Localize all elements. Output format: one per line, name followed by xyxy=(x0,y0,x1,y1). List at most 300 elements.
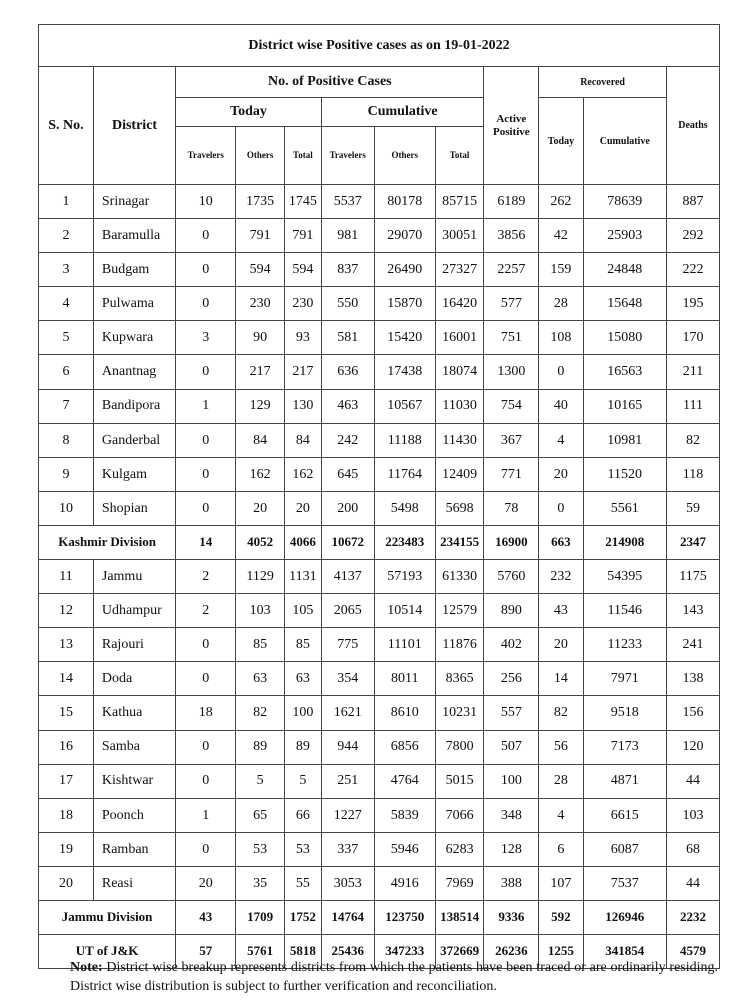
header-deaths: Deaths xyxy=(666,67,719,185)
value-cell: 85 xyxy=(236,628,285,662)
value-cell: 1131 xyxy=(284,560,321,594)
sno-cell: 8 xyxy=(39,423,94,457)
value-cell: 577 xyxy=(484,287,539,321)
value-cell: 100 xyxy=(284,696,321,730)
value-cell: 130 xyxy=(284,389,321,423)
summary-cell: 4052 xyxy=(236,525,285,559)
table-row xyxy=(39,696,720,730)
value-cell: 354 xyxy=(321,662,374,696)
table-row xyxy=(39,389,720,423)
value-cell: 507 xyxy=(484,730,539,764)
value-cell: 11233 xyxy=(583,628,666,662)
district-cell: Kupwara xyxy=(93,321,175,355)
value-cell: 1129 xyxy=(236,560,285,594)
value-cell: 17438 xyxy=(374,355,435,389)
value-cell: 12409 xyxy=(435,457,484,491)
table-row xyxy=(39,219,720,253)
value-cell: 217 xyxy=(236,355,285,389)
summary-cell: 372669 xyxy=(435,935,484,969)
summary-row xyxy=(39,900,720,934)
value-cell: 162 xyxy=(284,457,321,491)
value-cell: 2 xyxy=(176,560,236,594)
table-row xyxy=(39,457,720,491)
value-cell: 11101 xyxy=(374,628,435,662)
table-row xyxy=(39,185,720,219)
value-cell: 111 xyxy=(666,389,719,423)
value-cell: 0 xyxy=(176,423,236,457)
value-cell: 10514 xyxy=(374,594,435,628)
value-cell: 0 xyxy=(176,730,236,764)
summary-label: UT of J&K xyxy=(39,935,176,969)
value-cell: 463 xyxy=(321,389,374,423)
value-cell: 16420 xyxy=(435,287,484,321)
value-cell: 10981 xyxy=(583,423,666,457)
header-today-travelers: Travelers xyxy=(176,127,236,185)
value-cell: 10 xyxy=(176,185,236,219)
value-cell: 837 xyxy=(321,253,374,287)
sno-cell: 11 xyxy=(39,560,94,594)
table-row xyxy=(39,423,720,457)
value-cell: 348 xyxy=(484,798,539,832)
district-cell: Shopian xyxy=(93,491,175,525)
value-cell: 65 xyxy=(236,798,285,832)
table-row xyxy=(39,798,720,832)
district-cell: Kishtwar xyxy=(93,764,175,798)
value-cell: 143 xyxy=(666,594,719,628)
value-cell: 1227 xyxy=(321,798,374,832)
sno-cell: 3 xyxy=(39,253,94,287)
value-cell: 230 xyxy=(236,287,285,321)
value-cell: 5698 xyxy=(435,491,484,525)
summary-label: Kashmir Division xyxy=(39,525,176,559)
table-title: District wise Positive cases as on 19-01-2022 xyxy=(39,25,720,67)
value-cell: 0 xyxy=(176,628,236,662)
sno-cell: 12 xyxy=(39,594,94,628)
sno-cell: 4 xyxy=(39,287,94,321)
value-cell: 28 xyxy=(539,764,583,798)
district-cell: Anantnag xyxy=(93,355,175,389)
value-cell: 10165 xyxy=(583,389,666,423)
value-cell: 5 xyxy=(236,764,285,798)
value-cell: 156 xyxy=(666,696,719,730)
value-cell: 2 xyxy=(176,594,236,628)
value-cell: 1621 xyxy=(321,696,374,730)
value-cell: 42 xyxy=(539,219,583,253)
summary-cell: 1709 xyxy=(236,900,285,934)
value-cell: 0 xyxy=(176,832,236,866)
header-cum-travelers: Travelers xyxy=(321,127,374,185)
value-cell: 162 xyxy=(236,457,285,491)
value-cell: 4764 xyxy=(374,764,435,798)
table-row xyxy=(39,628,720,662)
value-cell: 337 xyxy=(321,832,374,866)
value-cell: 55 xyxy=(284,866,321,900)
value-cell: 129 xyxy=(236,389,285,423)
value-cell: 6087 xyxy=(583,832,666,866)
value-cell: 24848 xyxy=(583,253,666,287)
value-cell: 59 xyxy=(666,491,719,525)
table-row xyxy=(39,560,720,594)
summary-cell: 214908 xyxy=(583,525,666,559)
value-cell: 771 xyxy=(484,457,539,491)
value-cell: 66 xyxy=(284,798,321,832)
summary-cell: 2232 xyxy=(666,900,719,934)
value-cell: 89 xyxy=(284,730,321,764)
value-cell: 292 xyxy=(666,219,719,253)
value-cell: 118 xyxy=(666,457,719,491)
value-cell: 26490 xyxy=(374,253,435,287)
value-cell: 159 xyxy=(539,253,583,287)
summary-cell: 2347 xyxy=(666,525,719,559)
value-cell: 4916 xyxy=(374,866,435,900)
table-row xyxy=(39,594,720,628)
value-cell: 6283 xyxy=(435,832,484,866)
sno-cell: 1 xyxy=(39,185,94,219)
value-cell: 0 xyxy=(539,491,583,525)
value-cell: 108 xyxy=(539,321,583,355)
value-cell: 5839 xyxy=(374,798,435,832)
value-cell: 6856 xyxy=(374,730,435,764)
value-cell: 388 xyxy=(484,866,539,900)
value-cell: 0 xyxy=(176,253,236,287)
value-cell: 7173 xyxy=(583,730,666,764)
value-cell: 775 xyxy=(321,628,374,662)
value-cell: 2065 xyxy=(321,594,374,628)
positive-cases-table xyxy=(38,24,720,969)
header-today-total: Total xyxy=(284,127,321,185)
header-recovered-today: Today xyxy=(539,98,583,185)
value-cell: 791 xyxy=(236,219,285,253)
value-cell: 7537 xyxy=(583,866,666,900)
district-cell: Udhampur xyxy=(93,594,175,628)
value-cell: 1735 xyxy=(236,185,285,219)
value-cell: 8610 xyxy=(374,696,435,730)
value-cell: 232 xyxy=(539,560,583,594)
value-cell: 0 xyxy=(176,662,236,696)
value-cell: 0 xyxy=(176,355,236,389)
value-cell: 7971 xyxy=(583,662,666,696)
value-cell: 15870 xyxy=(374,287,435,321)
summary-cell: 223483 xyxy=(374,525,435,559)
value-cell: 103 xyxy=(666,798,719,832)
value-cell: 15420 xyxy=(374,321,435,355)
value-cell: 82 xyxy=(539,696,583,730)
value-cell: 7066 xyxy=(435,798,484,832)
header-positive-cases: No. of Positive Cases xyxy=(176,67,484,98)
summary-cell: 1255 xyxy=(539,935,583,969)
district-cell: Srinagar xyxy=(93,185,175,219)
note-label: Note: xyxy=(70,960,103,975)
value-cell: 5537 xyxy=(321,185,374,219)
value-cell: 6615 xyxy=(583,798,666,832)
value-cell: 61330 xyxy=(435,560,484,594)
value-cell: 5946 xyxy=(374,832,435,866)
value-cell: 18074 xyxy=(435,355,484,389)
table-row xyxy=(39,730,720,764)
value-cell: 11764 xyxy=(374,457,435,491)
summary-cell: 1752 xyxy=(284,900,321,934)
value-cell: 14 xyxy=(539,662,583,696)
value-cell: 57193 xyxy=(374,560,435,594)
value-cell: 16563 xyxy=(583,355,666,389)
value-cell: 5760 xyxy=(484,560,539,594)
summary-label: Jammu Division xyxy=(39,900,176,934)
table-row xyxy=(39,832,720,866)
value-cell: 0 xyxy=(176,457,236,491)
value-cell: 84 xyxy=(236,423,285,457)
value-cell: 5 xyxy=(284,764,321,798)
value-cell: 0 xyxy=(176,491,236,525)
value-cell: 53 xyxy=(236,832,285,866)
value-cell: 6189 xyxy=(484,185,539,219)
value-cell: 7969 xyxy=(435,866,484,900)
district-cell: Jammu xyxy=(93,560,175,594)
table-row xyxy=(39,662,720,696)
value-cell: 3 xyxy=(176,321,236,355)
sno-cell: 9 xyxy=(39,457,94,491)
table-row xyxy=(39,491,720,525)
summary-cell: 663 xyxy=(539,525,583,559)
header-sno: S. No. xyxy=(39,67,94,185)
district-cell: Budgam xyxy=(93,253,175,287)
header-cum-total: Total xyxy=(435,127,484,185)
value-cell: 11430 xyxy=(435,423,484,457)
value-cell: 15648 xyxy=(583,287,666,321)
value-cell: 25903 xyxy=(583,219,666,253)
district-cell: Kathua xyxy=(93,696,175,730)
sno-cell: 2 xyxy=(39,219,94,253)
value-cell: 251 xyxy=(321,764,374,798)
value-cell: 12579 xyxy=(435,594,484,628)
value-cell: 262 xyxy=(539,185,583,219)
value-cell: 5015 xyxy=(435,764,484,798)
sno-cell: 16 xyxy=(39,730,94,764)
value-cell: 5498 xyxy=(374,491,435,525)
value-cell: 56 xyxy=(539,730,583,764)
summary-cell: 9336 xyxy=(484,900,539,934)
value-cell: 43 xyxy=(539,594,583,628)
value-cell: 10231 xyxy=(435,696,484,730)
value-cell: 103 xyxy=(236,594,285,628)
table-row xyxy=(39,764,720,798)
sno-cell: 5 xyxy=(39,321,94,355)
value-cell: 6 xyxy=(539,832,583,866)
value-cell: 2257 xyxy=(484,253,539,287)
value-cell: 8365 xyxy=(435,662,484,696)
value-cell: 200 xyxy=(321,491,374,525)
value-cell: 751 xyxy=(484,321,539,355)
value-cell: 89 xyxy=(236,730,285,764)
value-cell: 636 xyxy=(321,355,374,389)
table-row xyxy=(39,866,720,900)
value-cell: 0 xyxy=(176,764,236,798)
value-cell: 54395 xyxy=(583,560,666,594)
value-cell: 100 xyxy=(484,764,539,798)
value-cell: 20 xyxy=(176,866,236,900)
value-cell: 35 xyxy=(236,866,285,900)
value-cell: 402 xyxy=(484,628,539,662)
sno-cell: 7 xyxy=(39,389,94,423)
summary-cell: 234155 xyxy=(435,525,484,559)
value-cell: 10567 xyxy=(374,389,435,423)
value-cell: 1300 xyxy=(484,355,539,389)
value-cell: 29070 xyxy=(374,219,435,253)
value-cell: 4 xyxy=(539,798,583,832)
value-cell: 20 xyxy=(284,491,321,525)
note-text: District wise breakup represents districts from which the patients have been traced or are ordinarily residing. District wise distribution is subject to further verification and reconciliation. xyxy=(70,960,719,994)
summary-cell: 43 xyxy=(176,900,236,934)
value-cell: 0 xyxy=(176,287,236,321)
district-cell: Ramban xyxy=(93,832,175,866)
value-cell: 84 xyxy=(284,423,321,457)
value-cell: 211 xyxy=(666,355,719,389)
sno-cell: 19 xyxy=(39,832,94,866)
summary-cell: 123750 xyxy=(374,900,435,934)
summary-cell: 126946 xyxy=(583,900,666,934)
district-cell: Rajouri xyxy=(93,628,175,662)
value-cell: 4 xyxy=(539,423,583,457)
value-cell: 78 xyxy=(484,491,539,525)
summary-cell: 14 xyxy=(176,525,236,559)
sno-cell: 14 xyxy=(39,662,94,696)
sno-cell: 20 xyxy=(39,866,94,900)
value-cell: 63 xyxy=(236,662,285,696)
value-cell: 44 xyxy=(666,866,719,900)
value-cell: 85 xyxy=(284,628,321,662)
value-cell: 981 xyxy=(321,219,374,253)
value-cell: 7800 xyxy=(435,730,484,764)
header-cum-others: Others xyxy=(374,127,435,185)
value-cell: 367 xyxy=(484,423,539,457)
value-cell: 9518 xyxy=(583,696,666,730)
sno-cell: 17 xyxy=(39,764,94,798)
table-row xyxy=(39,355,720,389)
value-cell: 82 xyxy=(236,696,285,730)
summary-cell: 347233 xyxy=(374,935,435,969)
value-cell: 1 xyxy=(176,798,236,832)
value-cell: 90 xyxy=(236,321,285,355)
summary-cell: 25436 xyxy=(321,935,374,969)
value-cell: 80178 xyxy=(374,185,435,219)
district-cell: Ganderbal xyxy=(93,423,175,457)
footnote xyxy=(70,958,718,996)
header-today-others: Others xyxy=(236,127,285,185)
value-cell: 30051 xyxy=(435,219,484,253)
summary-cell: 57 xyxy=(176,935,236,969)
value-cell: 550 xyxy=(321,287,374,321)
value-cell: 754 xyxy=(484,389,539,423)
value-cell: 93 xyxy=(284,321,321,355)
district-cell: Baramulla xyxy=(93,219,175,253)
table-row xyxy=(39,253,720,287)
sno-cell: 10 xyxy=(39,491,94,525)
value-cell: 0 xyxy=(176,219,236,253)
summary-cell: 26236 xyxy=(484,935,539,969)
summary-cell: 4066 xyxy=(284,525,321,559)
value-cell: 8011 xyxy=(374,662,435,696)
header-recovered-cumulative: Cumulative xyxy=(583,98,666,185)
value-cell: 5561 xyxy=(583,491,666,525)
value-cell: 40 xyxy=(539,389,583,423)
value-cell: 4871 xyxy=(583,764,666,798)
value-cell: 85715 xyxy=(435,185,484,219)
summary-cell: 5761 xyxy=(236,935,285,969)
value-cell: 11546 xyxy=(583,594,666,628)
value-cell: 11520 xyxy=(583,457,666,491)
value-cell: 3053 xyxy=(321,866,374,900)
value-cell: 44 xyxy=(666,764,719,798)
value-cell: 217 xyxy=(284,355,321,389)
value-cell: 20 xyxy=(236,491,285,525)
value-cell: 128 xyxy=(484,832,539,866)
value-cell: 791 xyxy=(284,219,321,253)
value-cell: 170 xyxy=(666,321,719,355)
value-cell: 63 xyxy=(284,662,321,696)
district-cell: Pulwama xyxy=(93,287,175,321)
value-cell: 11188 xyxy=(374,423,435,457)
sno-cell: 13 xyxy=(39,628,94,662)
district-cell: Kulgam xyxy=(93,457,175,491)
district-cell: Doda xyxy=(93,662,175,696)
summary-cell: 10672 xyxy=(321,525,374,559)
value-cell: 230 xyxy=(284,287,321,321)
summary-cell: 4579 xyxy=(666,935,719,969)
summary-cell: 14764 xyxy=(321,900,374,934)
summary-row xyxy=(39,525,720,559)
value-cell: 944 xyxy=(321,730,374,764)
value-cell: 16001 xyxy=(435,321,484,355)
value-cell: 68 xyxy=(666,832,719,866)
value-cell: 20 xyxy=(539,457,583,491)
value-cell: 0 xyxy=(539,355,583,389)
summary-cell: 5818 xyxy=(284,935,321,969)
sno-cell: 15 xyxy=(39,696,94,730)
value-cell: 4137 xyxy=(321,560,374,594)
table-row xyxy=(39,321,720,355)
value-cell: 53 xyxy=(284,832,321,866)
value-cell: 581 xyxy=(321,321,374,355)
district-cell: Reasi xyxy=(93,866,175,900)
value-cell: 27327 xyxy=(435,253,484,287)
value-cell: 15080 xyxy=(583,321,666,355)
header-today: Today xyxy=(176,98,322,127)
header-cumulative: Cumulative xyxy=(321,98,484,127)
value-cell: 1745 xyxy=(284,185,321,219)
value-cell: 594 xyxy=(236,253,285,287)
value-cell: 78639 xyxy=(583,185,666,219)
header-recovered: Recovered xyxy=(539,67,667,98)
table-row xyxy=(39,287,720,321)
value-cell: 256 xyxy=(484,662,539,696)
sno-cell: 18 xyxy=(39,798,94,832)
value-cell: 18 xyxy=(176,696,236,730)
header-active-positive: Active Positive xyxy=(484,67,539,185)
district-cell: Bandipora xyxy=(93,389,175,423)
value-cell: 28 xyxy=(539,287,583,321)
value-cell: 120 xyxy=(666,730,719,764)
value-cell: 11030 xyxy=(435,389,484,423)
summary-cell: 138514 xyxy=(435,900,484,934)
summary-cell: 16900 xyxy=(484,525,539,559)
value-cell: 594 xyxy=(284,253,321,287)
value-cell: 222 xyxy=(666,253,719,287)
summary-cell: 592 xyxy=(539,900,583,934)
value-cell: 1 xyxy=(176,389,236,423)
value-cell: 887 xyxy=(666,185,719,219)
value-cell: 557 xyxy=(484,696,539,730)
value-cell: 645 xyxy=(321,457,374,491)
summary-cell: 341854 xyxy=(583,935,666,969)
